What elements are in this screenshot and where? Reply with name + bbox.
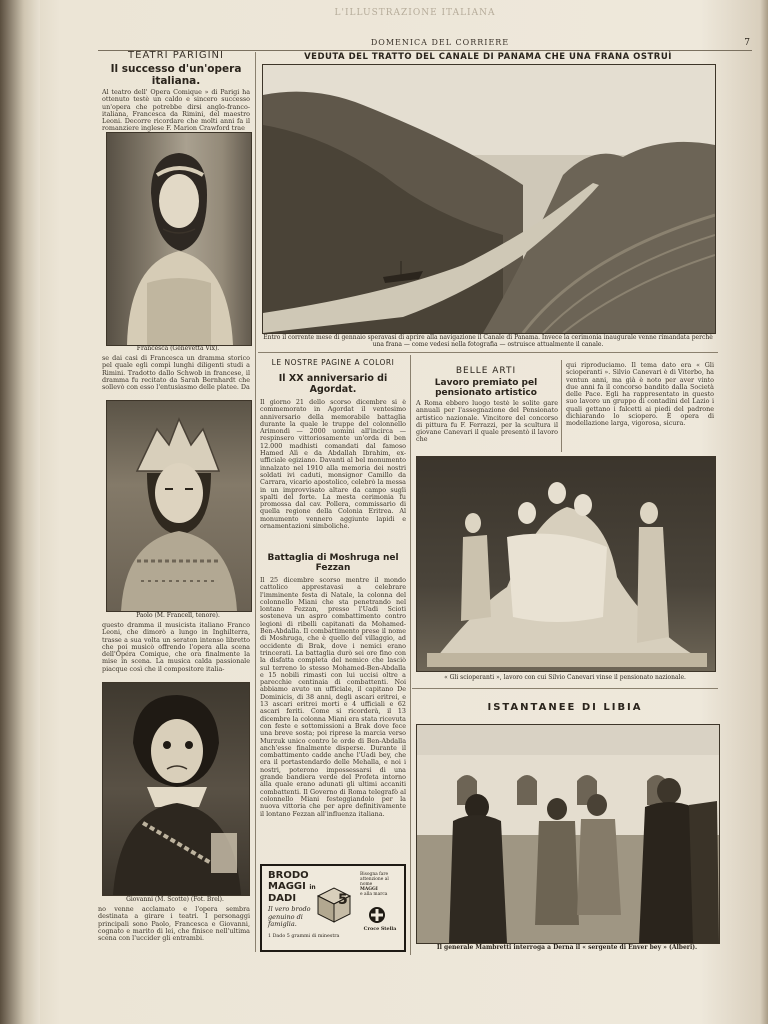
libia-section: ISTANTANEE DI LIBIA bbox=[487, 702, 643, 713]
photo-paolo bbox=[106, 400, 252, 612]
article-text: questo dramma il musicista italiano Franco Leoni, che dimorò a lungo in Inghilterra, trasse a sua volta un seraton intenso libretto che poi musicò offrendo l'opera alla scena dell'Opéra Comique, che ora finalmente la mise in scena. La musica calda passionale piacque così che il compositore italia- bbox=[102, 622, 250, 673]
teatri-article bbox=[102, 50, 250, 133]
section-divider bbox=[258, 352, 718, 353]
photo-francesca bbox=[106, 132, 252, 346]
colori-article bbox=[260, 358, 406, 847]
panama-title: VEDUTA DEL TRATTO DEL CANALE DI PANAMA CHE UNA FRANA OSTRUÌ bbox=[304, 52, 672, 62]
bouillon-cube-icon bbox=[312, 882, 356, 926]
ad-brand bbox=[268, 870, 316, 904]
article-text: se dai casi di Francesca un dramma storico pel quale egli compì lunghi diligenti studi a Rimini. Tradotto dallo Schwob in francese, il dramma fu recitato da Sarah Bernhardt che sollevò con esso l'entusiasmo delle platee. Da bbox=[102, 355, 250, 392]
article-text: Il giorno 21 dello scorso dicembre si è commemorato in Agordat il ventesimo anniversario della memorabile battaglia durante la quale le truppe del colonnello Arimondi — 2000 uomini all'incirca — respinsero vittoriosamente un'orda di ben 12.000 madhisti comandati dal famoso Hamed Alì e da Abdallah Ibrahim, ex-ufficiale egiziano. Davanti al bel monumento innalzato nel 1910 alla memoria dei nostri soldati ivi caduti, monsignor Camillo da Carrara, vicario apostolico, celebrò la messa in un improvvisato altare da campo sugli spalti del forte. La mesta cerimonia fu promossa dal cav. Pollera, commissario di quella regione della Colonia Eritrea. Al monumento vennero aggiunte lapidi e ornamentazioni simboliche. bbox=[260, 399, 406, 531]
cube-number: 5 bbox=[338, 892, 348, 908]
sculpture-group bbox=[417, 457, 715, 671]
column-divider bbox=[255, 52, 256, 952]
book-spine-edge bbox=[0, 0, 40, 1024]
photo-panama-canal bbox=[262, 64, 716, 334]
ad-line-maggi: MAGGI in bbox=[268, 881, 316, 892]
newspaper-page bbox=[40, 0, 758, 1010]
article-text: A Roma ebbero luogo testè le solite gare annuali per l'assegnazione del Pensionato artistico nazionale. Vincitore del concorso di pittura fu F. Ferrazzi, per la scultura il giovane Canevari il quale presentò il lavoro che bbox=[416, 400, 558, 444]
photo-caption: « Gli scioperanti », lavoro con cui Silvio Canevari vinse il pensionato nazionale. bbox=[444, 674, 686, 681]
ad-fine-print: Bisogna fare attenzione al nome MAGGI e alla marca bbox=[360, 872, 389, 897]
section-divider bbox=[412, 688, 718, 689]
headline: Battaglia di Moshruga nel Fezzan bbox=[267, 553, 399, 573]
article-text: Al teatro dell' Opera Comique » di Parigi ha ottenuto testè un caldo e sincero successo un'opera che potrebbe dirsi anglo-franco-italiana, Francesca da Rimini, del maestro Leoni. Decorre ricordare che molti anni fa il romanziere inglese F. Marion Crawford trae bbox=[102, 89, 250, 133]
ad-price: 1 Dado 5 grammi di minestra bbox=[268, 934, 340, 939]
headline: Il XX anniversario di Agordat. bbox=[278, 373, 388, 395]
headline: Il successo d'un'opera italiana. bbox=[110, 63, 242, 87]
panama-caption: Entro il corrente mese di gennaio speravasi di aprire alla navigazione il Canale di Panama. Invece la cerimonia inaugurale venne rimandata perchè una frana — come vedesi nella fotografia — ostruisce attualmente il canale. bbox=[263, 334, 713, 348]
section-title: LE NOSTRE PAGINE A COLORI bbox=[271, 358, 395, 367]
photo-sculpture bbox=[416, 456, 716, 672]
soldiers-street-scene bbox=[417, 725, 719, 943]
belle-arti-section: BELLE ARTI bbox=[455, 366, 517, 376]
ad-line-dadi: DADI bbox=[268, 893, 297, 904]
singer-portrait bbox=[103, 683, 249, 895]
photo-caption: Paolo (M. Francell, tenore). bbox=[136, 612, 220, 619]
photo-libia bbox=[416, 724, 720, 944]
star-cross-icon bbox=[368, 906, 386, 924]
ad-tagline: Il vero brodo genuino di famiglia. bbox=[268, 905, 311, 928]
column-divider bbox=[561, 360, 562, 452]
faded-masthead: L'ILLUSTRAZIONE ITALIANA bbox=[334, 8, 496, 18]
article-text: qui riproduciamo. Il tema dato era « Gli scioperanti ». Silvio Canevari è di Viterbo, ha ventun anni, ma già è noto per aver vinto due anni fa il concorso bandito dalla Società delle Pace. Egli ha rappresentato in questo suo lavoro un gruppo di contadini del Lazio i quali gettano i falcetti ai piedi del padrone dichiarando lo sciopero. È opera di modellazione larga, vigorosa, sicura. bbox=[566, 362, 714, 428]
photo-caption: Giovanni (M. Scotte) (Fot. Brel). bbox=[126, 896, 224, 903]
ad-cross-label: Croce Stella bbox=[363, 926, 397, 932]
column-divider bbox=[410, 355, 411, 955]
ad-line-brodo: BRODO bbox=[268, 870, 309, 881]
singer-portrait bbox=[107, 133, 251, 345]
photo-caption: Francesca (Genevetta Vix). bbox=[136, 345, 220, 352]
newspaper-name: DOMENICA DEL CORRIERE bbox=[370, 38, 510, 47]
belle-arti-headline: Lavoro premiato pel pensionato artistico bbox=[434, 378, 538, 398]
canal-landscape bbox=[263, 65, 715, 333]
photo-giovanni bbox=[102, 682, 250, 896]
photo-caption: Il generale Mambretti interroga a Derna il « sergente di Enver bey » (Alberi). bbox=[436, 944, 698, 951]
article-text: no venne acclamato e l'opera sembra destinata a girare i teatri. I personaggi principali sono Paolo, Francesca e Giovanni, cognato e marito di lei, che finisce nell'ultima scena con l'uccider gli entrambi. bbox=[98, 906, 250, 942]
maggi-advertisement bbox=[260, 864, 406, 952]
article-text: Il 25 dicembre scorso mentre il mondo cattolico apprestavasi a celebrare l'imminente festa di Natale, la colonna del colonnello Miani che sta penetrando nel lontano Fezzan, presso l'Uadi Scioti sosteneva un aspro combattimento contro legioni di ribelli capitanati da Mohamed-Ben-Abdalla. Il combattimento prese il nome di Moshruga, che è quello del villaggio, ad occidente di Brak, dove i nemici erano trincerati. La battaglia durò sei ore fino con la disfatta completa del nemico che lasciò sul terreno lo stesso Mohamed-Ben-Abdalla e 15 nobili rimasti con lui uccisi oltre a parecchie centinaia di combattenti. Noi abbiamo avuto un ufficiale, il capitano De Dominicis, di 38 anni, degli ascari eritrei, e 13 ascari eritrei morti e 4 ufficiali e 62 ascari feriti. Come si ricorderà, il 13 dicembre la colonna Miani era stata ricevuta con feste e sottomissioni a Brak dove fece una breve sosta; poi riprese la marcia verso Murzuk unico contro le orde di Ben-Abdalla anch'esse finalmente disperse. Durante il combattimento cadde anche l'Uadi bey, che era il portastendardo delle Mehalla, e noi i nostri, poterono impossessarsi di una grande bandiera verde del Profeta intorno alla quale erano adunati gli ultimi accaniti combattenti. Il Governo di Roma telegrafò al colonnello Miani festeggiandolo per la nuova vittoria che per apre definitivamente il lontano Fezzan all'influenza italiana. bbox=[260, 577, 406, 818]
tenor-portrait bbox=[107, 401, 251, 611]
page-header bbox=[40, 6, 758, 50]
page-number: 7 bbox=[744, 38, 750, 48]
section-title: TEATRI PARIGINI bbox=[128, 50, 224, 61]
